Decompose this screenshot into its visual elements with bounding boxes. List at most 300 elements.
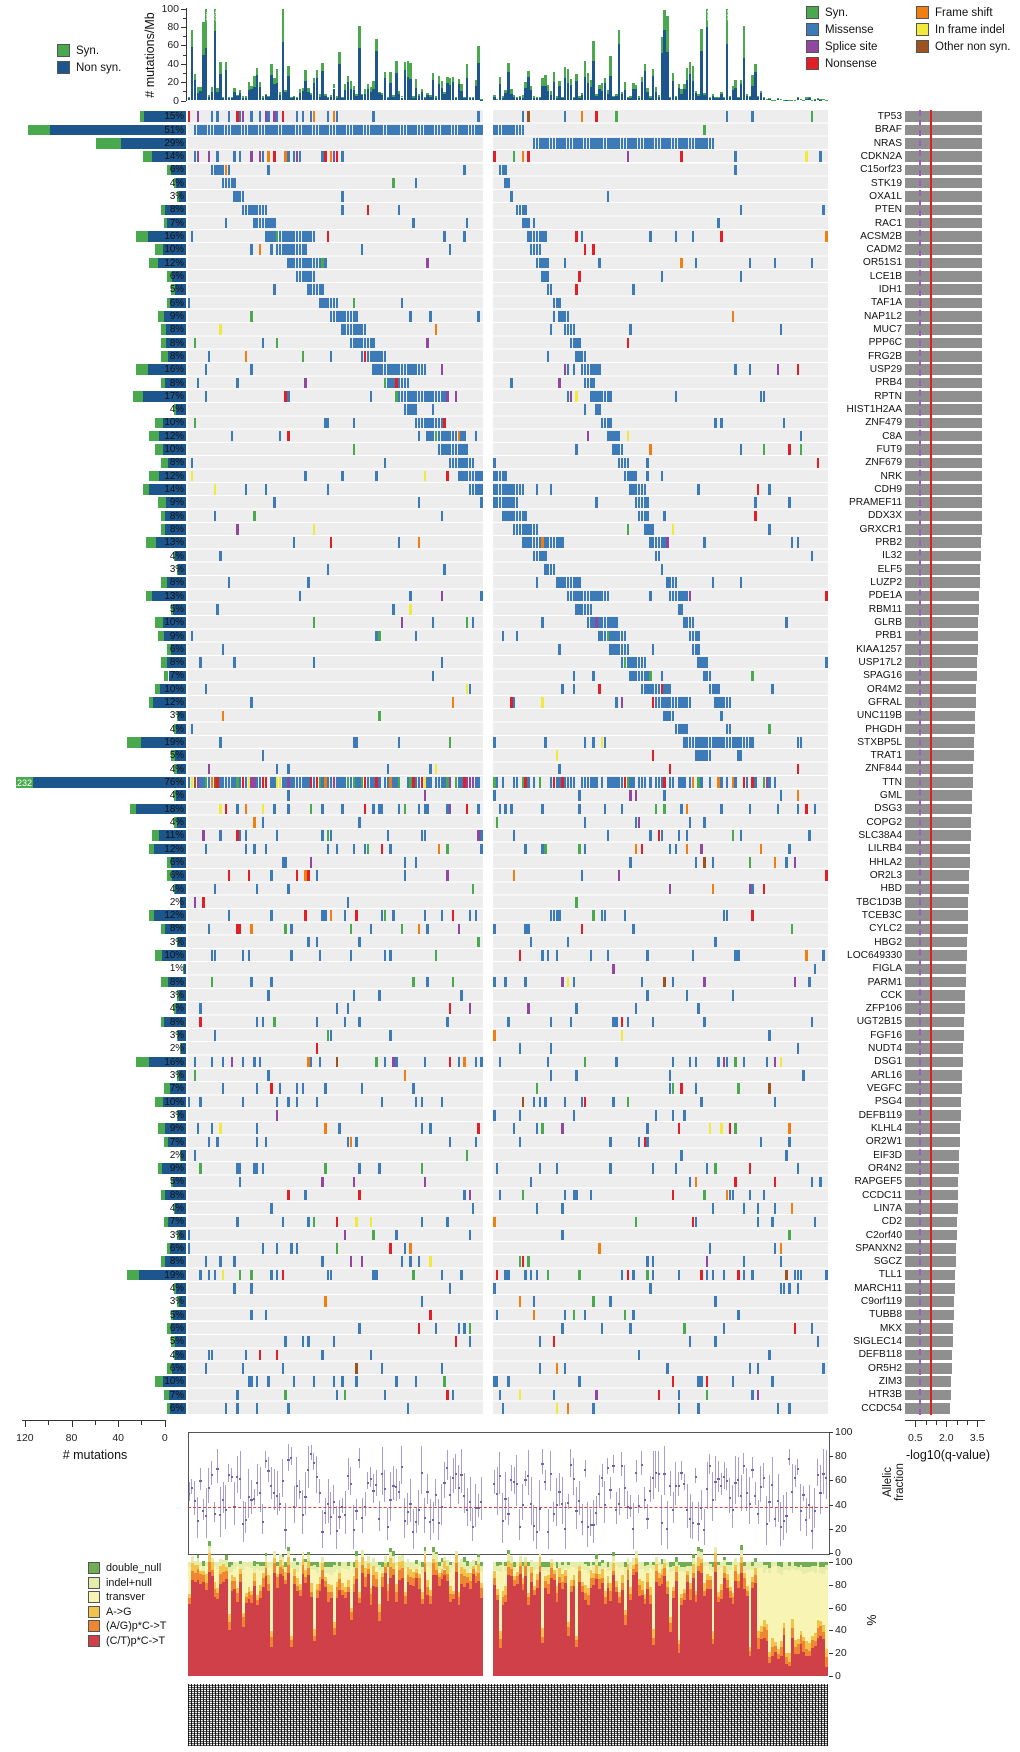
matrix-cell	[689, 1177, 691, 1188]
allelic-range-line	[435, 1479, 436, 1506]
spectra-segment	[480, 1562, 483, 1566]
matrix-cell	[355, 1137, 357, 1148]
matrix-cell	[666, 1363, 668, 1374]
matrix-cell	[712, 1270, 714, 1281]
matrix-cell	[714, 937, 716, 948]
matrix-cell	[418, 1323, 420, 1334]
gene-name-label: PARM1	[867, 976, 902, 988]
gene-percent-label: 9%	[169, 310, 184, 322]
spectra-axis-tick-label: 20	[835, 1647, 847, 1660]
qvalue-bar	[905, 657, 977, 668]
matrix-cell	[646, 511, 648, 522]
matrix-cell	[680, 804, 682, 815]
q-axis-line	[905, 1420, 985, 1421]
allelic-median-mark	[446, 1467, 448, 1469]
matrix-cell	[262, 151, 264, 162]
matrix-cell	[404, 857, 406, 868]
allelic-median-mark	[541, 1463, 543, 1465]
matrix-cell	[720, 231, 722, 242]
matrix-cell	[310, 1057, 312, 1068]
matrix-cell	[584, 737, 586, 748]
matrix-cell	[666, 537, 668, 548]
matrix-cell	[307, 1057, 309, 1068]
matrix-cell	[567, 1403, 569, 1414]
spectra-segment	[401, 1555, 404, 1561]
matrix-cell	[361, 1083, 363, 1094]
allelic-median-mark	[641, 1464, 643, 1466]
y-axis-tick	[181, 45, 186, 46]
qvalue-bar	[905, 1336, 953, 1347]
matrix-cell	[717, 1057, 719, 1068]
matrix-cell	[564, 1097, 566, 1108]
allelic-range-line	[624, 1465, 625, 1506]
rate-bar-syn	[466, 64, 468, 78]
gene-name-label: OR5H2	[868, 1362, 902, 1374]
allelic-range-line	[274, 1469, 275, 1509]
gene-name-label: PPP6C	[868, 337, 902, 349]
allelic-median-mark	[496, 1493, 498, 1495]
matrix-cell	[771, 1376, 773, 1387]
clipped-bar-label: 212	[724, 10, 732, 21]
matrix-cell	[573, 324, 575, 335]
allelic-median-mark	[493, 1483, 495, 1485]
qvalue-bar	[905, 737, 974, 748]
matrix-cell	[524, 977, 526, 988]
matrix-cell	[284, 1336, 286, 1347]
matrix-cell	[615, 697, 617, 708]
gene-percent-label: 5%	[169, 1336, 184, 1348]
rate-bar-syn	[678, 84, 680, 88]
allelic-median-mark	[564, 1528, 566, 1530]
matrix-cell	[250, 1283, 252, 1294]
allelic-median-mark	[324, 1512, 326, 1514]
allelic-median-mark	[225, 1509, 227, 1511]
matrix-cell	[477, 804, 479, 815]
matrix-cell	[709, 671, 711, 682]
allelic-median-mark	[242, 1523, 244, 1525]
matrix-cell	[250, 151, 252, 162]
rate-bar-syn	[225, 62, 227, 71]
matrix-cell	[530, 1270, 532, 1281]
matrix-cell	[686, 724, 688, 735]
matrix-cell	[720, 804, 722, 815]
matrix-cell	[477, 777, 479, 788]
matrix-cell	[658, 551, 660, 562]
allelic-median-mark	[624, 1487, 626, 1489]
gene-name-label: HBG2	[874, 936, 902, 948]
matrix-cell	[409, 591, 411, 602]
qvalue-bar	[905, 258, 982, 269]
allelic-range-line	[576, 1487, 577, 1529]
gene-name-label: HIST1H2AA	[846, 403, 902, 415]
matrix-cell	[415, 1376, 417, 1387]
matrix-cell	[449, 1283, 451, 1294]
allelic-median-mark	[524, 1479, 526, 1481]
rate-bar-syn	[239, 90, 241, 93]
matrix-cell	[578, 790, 580, 801]
gene-name-label: PDE1A	[868, 590, 902, 602]
matrix-cell	[211, 1350, 213, 1361]
matrix-cell	[194, 1150, 196, 1161]
matrix-cell	[678, 1270, 680, 1281]
matrix-cell	[307, 937, 309, 948]
matrix-cell	[384, 910, 386, 921]
y-axis-minor-tick	[183, 91, 186, 92]
spectra-segment	[480, 1583, 483, 1588]
allelic-median-mark	[424, 1517, 426, 1519]
rate-bar-syn	[618, 30, 620, 45]
qvalue-bar	[905, 1190, 958, 1201]
y-axis-tick	[181, 64, 186, 65]
qvalue-bar	[905, 1163, 959, 1174]
matrix-cell	[493, 1217, 495, 1228]
allelic-range-line	[328, 1479, 329, 1523]
gene-name-label: OR51S1	[862, 257, 902, 269]
matrix-cell	[814, 964, 816, 975]
gene-name-label: TP53	[877, 111, 902, 122]
qvalue-bar	[905, 950, 967, 961]
matrix-cell	[663, 804, 665, 815]
allelic-median-mark	[407, 1511, 409, 1513]
matrix-cell	[771, 1217, 773, 1228]
matrix-cell	[632, 777, 634, 788]
spectra-segment	[635, 1551, 638, 1558]
matrix-cell	[578, 1270, 580, 1281]
allelic-range-line	[746, 1468, 747, 1512]
matrix-cell	[624, 631, 626, 642]
matrix-cell	[188, 1097, 190, 1108]
gene-name-label: TRAT1	[870, 750, 902, 762]
y-axis-tick	[181, 27, 186, 28]
matrix-cell	[296, 870, 298, 881]
matrix-cell	[316, 1097, 318, 1108]
matrix-cell	[415, 178, 417, 189]
spectra-axis-tick	[829, 1630, 833, 1631]
gene-percent-label: 6%	[169, 856, 184, 868]
matrix-cell	[595, 111, 597, 122]
allelic-range-line	[447, 1450, 448, 1479]
matrix-cell	[353, 1177, 355, 1188]
allelic-median-mark	[666, 1528, 668, 1530]
matrix-cell	[601, 1323, 603, 1334]
matrix-cell	[749, 1163, 751, 1174]
spectra-segment	[307, 1555, 310, 1561]
matrix-cell	[341, 804, 343, 815]
legend-label: In frame indel	[935, 23, 1005, 36]
y-axis-minor-tick	[183, 18, 186, 19]
matrix-cell	[350, 1137, 352, 1148]
matrix-cell	[695, 857, 697, 868]
matrix-cell	[469, 1190, 471, 1201]
allelic-range-line	[438, 1499, 439, 1540]
allelic-median-mark	[398, 1491, 400, 1493]
matrix-cell	[259, 244, 261, 255]
matrix-cell	[404, 804, 406, 815]
y-axis-tick	[181, 82, 186, 83]
matrix-cell	[211, 977, 213, 988]
matrix-cell	[618, 870, 620, 881]
matrix-cell	[199, 1097, 201, 1108]
qvalue-bar	[905, 324, 982, 335]
allelic-range-line	[444, 1462, 445, 1497]
allelic-median-mark	[395, 1486, 397, 1488]
matrix-cell	[236, 378, 238, 389]
matrix-cell	[341, 151, 343, 162]
matrix-cell	[378, 711, 380, 722]
matrix-cell	[279, 1083, 281, 1094]
allelic-median-mark	[811, 1530, 813, 1532]
gene-percent-label: 10%	[164, 683, 184, 695]
matrix-cell	[536, 1203, 538, 1214]
matrix-cell	[732, 311, 734, 322]
allelic-range-line	[519, 1509, 520, 1540]
allelic-range-line	[475, 1484, 476, 1527]
matrix-cell	[242, 950, 244, 961]
matrix-cell	[564, 1190, 566, 1201]
matrix-cell	[304, 471, 306, 482]
matrix-cell	[547, 1057, 549, 1068]
matrix-cell	[584, 844, 586, 855]
gene-percent-label: 8%	[169, 337, 184, 349]
matrix-cell	[262, 750, 264, 761]
spectra-segment	[723, 1557, 726, 1560]
matrix-cell	[398, 804, 400, 815]
matrix-cell	[384, 351, 386, 362]
matrix-cell	[355, 910, 357, 921]
matrix-cell	[441, 511, 443, 522]
matrix-cell	[686, 830, 688, 841]
allelic-axis-tick	[829, 1529, 833, 1530]
matrix-cell	[446, 844, 448, 855]
gene-name-label: HHLA2	[869, 856, 902, 868]
allelic-range-line	[282, 1459, 283, 1498]
gene-name-label: ZNF479	[865, 417, 902, 429]
matrix-cell	[544, 844, 546, 855]
matrix-cell	[788, 497, 790, 508]
matrix-cell	[449, 244, 451, 255]
matrix-cell	[686, 804, 688, 815]
gene-name-label: IL32	[882, 550, 902, 562]
matrix-cell	[361, 244, 363, 255]
allelic-axis-title-line1: Allelic	[882, 1466, 894, 1498]
matrix-cell	[641, 844, 643, 855]
matrix-cell	[330, 537, 332, 548]
qvalue-bar	[905, 804, 972, 815]
gene-name-label: LCE1B	[869, 270, 902, 282]
allelic-range-line	[502, 1493, 503, 1542]
matrix-cell	[575, 1070, 577, 1081]
gene-name-label: COPG2	[866, 816, 902, 828]
rate-bar-syn	[477, 46, 479, 63]
gene-percent-label: 8%	[169, 923, 184, 935]
matrix-cell	[703, 977, 705, 988]
matrix-cell	[783, 1283, 785, 1294]
qvalue-bar	[905, 1110, 961, 1121]
matrix-cell	[276, 111, 278, 122]
allelic-axis-tick-label: 40	[835, 1498, 847, 1511]
matrix-cell	[655, 804, 657, 815]
matrix-cell	[296, 111, 298, 122]
matrix-cell	[567, 391, 569, 402]
matrix-cell	[463, 431, 465, 442]
matrix-cell	[438, 844, 440, 855]
allelic-median-mark	[259, 1492, 261, 1494]
gene-name-label: USP17L2	[858, 656, 902, 668]
matrix-cell	[358, 1163, 360, 1174]
allelic-median-mark	[680, 1472, 682, 1474]
matrix-cell	[706, 1390, 708, 1401]
gene-name-label: ZNF844	[865, 763, 902, 775]
allelic-median-mark	[452, 1477, 454, 1479]
matrix-cell	[355, 1217, 357, 1228]
allelic-range-line	[319, 1479, 320, 1503]
allelic-median-mark	[466, 1509, 468, 1511]
allelic-range-line	[780, 1502, 781, 1546]
matrix-cell	[723, 1323, 725, 1334]
count-axis-tick-label: 0	[161, 1432, 168, 1444]
gene-percent-label: 19%	[164, 1269, 184, 1281]
allelic-range-line	[823, 1449, 824, 1494]
matrix-cell	[561, 1230, 563, 1241]
matrix-cell	[415, 857, 417, 868]
qvalue-bar	[905, 311, 982, 322]
allelic-median-mark	[587, 1526, 589, 1528]
allelic-range-line	[356, 1499, 357, 1520]
gene-percent-label: 4%	[169, 883, 184, 895]
matrix-cell	[763, 391, 765, 402]
gene-percent-label: 19%	[164, 737, 184, 749]
gene-name-label: TLL1	[878, 1269, 902, 1281]
qvalue-bar	[905, 244, 982, 255]
matrix-cell	[513, 1123, 515, 1134]
matrix-cell	[774, 1203, 776, 1214]
rate-bar-syn	[712, 94, 714, 95]
allelic-range-line	[416, 1507, 417, 1533]
gene-name-label: TUBB8	[869, 1309, 902, 1321]
matrix-cell	[336, 1243, 338, 1254]
gene-name-label: TAF1A	[871, 297, 902, 309]
matrix-cell	[407, 1403, 409, 1414]
allelic-range-line	[359, 1448, 360, 1468]
matrix-cell	[592, 1296, 594, 1307]
gene-name-label: TTN	[882, 776, 902, 788]
matrix-cell	[541, 950, 543, 961]
gene-percent-label: 3%	[169, 563, 184, 575]
matrix-cell	[541, 697, 543, 708]
gene-percent-label: 29%	[164, 137, 184, 149]
matrix-cell	[689, 817, 691, 828]
allelic-range-line	[667, 1501, 668, 1549]
matrix-cell	[740, 830, 742, 841]
matrix-cell	[644, 657, 646, 668]
matrix-cell	[527, 218, 529, 229]
matrix-cell	[635, 1003, 637, 1014]
matrix-cell	[547, 351, 549, 362]
matrix-cell	[236, 804, 238, 815]
matrix-cell	[601, 777, 603, 788]
allelic-axis-tick-label: 80	[835, 1450, 847, 1463]
matrix-cell	[592, 378, 594, 389]
matrix-cell	[556, 950, 558, 961]
allelic-median-mark	[692, 1522, 694, 1524]
matrix-cell	[635, 790, 637, 801]
matrix-cell	[822, 1363, 824, 1374]
matrix-cell	[777, 1403, 779, 1414]
matrix-cell	[415, 1097, 417, 1108]
matrix-cell	[502, 1403, 504, 1414]
matrix-cell	[609, 1137, 611, 1148]
allelic-range-line	[393, 1466, 394, 1500]
matrix-cell	[384, 458, 386, 469]
gene-percent-label: 8%	[169, 377, 184, 389]
matrix-cell	[740, 444, 742, 455]
allelic-range-line	[481, 1477, 482, 1520]
matrix-cell	[751, 737, 753, 748]
allelic-range-line	[413, 1509, 414, 1549]
matrix-cell	[409, 311, 411, 322]
matrix-cell	[330, 351, 332, 362]
gene-name-label: ELF5	[877, 563, 902, 575]
matrix-cell	[780, 790, 782, 801]
allelic-median-mark	[353, 1529, 355, 1531]
matrix-cell	[287, 884, 289, 895]
gene-name-label: RBM11	[868, 603, 902, 615]
allelic-median-mark	[609, 1489, 611, 1491]
matrix-cell	[378, 804, 380, 815]
matrix-cell	[672, 1083, 674, 1094]
allelic-range-line	[542, 1449, 543, 1474]
matrix-cell	[575, 897, 577, 908]
spectra-segment	[287, 1551, 290, 1557]
matrix-cell	[372, 338, 374, 349]
qvalue-bar	[905, 817, 971, 828]
matrix-cell	[561, 977, 563, 988]
matrix-cell	[598, 1243, 600, 1254]
matrix-cell	[378, 990, 380, 1001]
allelic-median-mark	[333, 1501, 335, 1503]
matrix-cell	[556, 1363, 558, 1374]
matrix-cell	[700, 777, 702, 788]
spectra-segment	[825, 1570, 828, 1648]
qvalue-bar	[905, 537, 981, 548]
allelic-median-mark	[777, 1500, 779, 1502]
allelic-median-mark	[794, 1477, 796, 1479]
matrix-cell	[378, 777, 380, 788]
matrix-cell	[502, 777, 504, 788]
matrix-cell	[663, 977, 665, 988]
allelic-median-mark	[429, 1521, 431, 1523]
matrix-cell	[825, 591, 827, 602]
matrix-cell	[276, 1243, 278, 1254]
matrix-cell	[561, 1123, 563, 1134]
gene-percent-label: 76%	[164, 777, 184, 788]
allelic-median-mark	[367, 1482, 369, 1484]
allelic-range-line	[333, 1485, 334, 1514]
gene-name-label: LILRB4	[868, 843, 902, 855]
matrix-cell	[811, 111, 813, 122]
matrix-cell	[683, 1323, 685, 1334]
allelic-median-mark	[208, 1487, 210, 1489]
spectra-segment	[355, 1551, 358, 1557]
allelic-range-line	[633, 1503, 634, 1550]
matrix-cell	[695, 1083, 697, 1094]
spectra-segment	[714, 1547, 717, 1553]
gene-name-label: KLHL4	[870, 1123, 902, 1135]
legend-swatch	[916, 23, 929, 36]
gene-name-label: PRB1	[875, 630, 902, 642]
matrix-cell	[313, 111, 315, 122]
matrix-cell	[216, 604, 218, 615]
